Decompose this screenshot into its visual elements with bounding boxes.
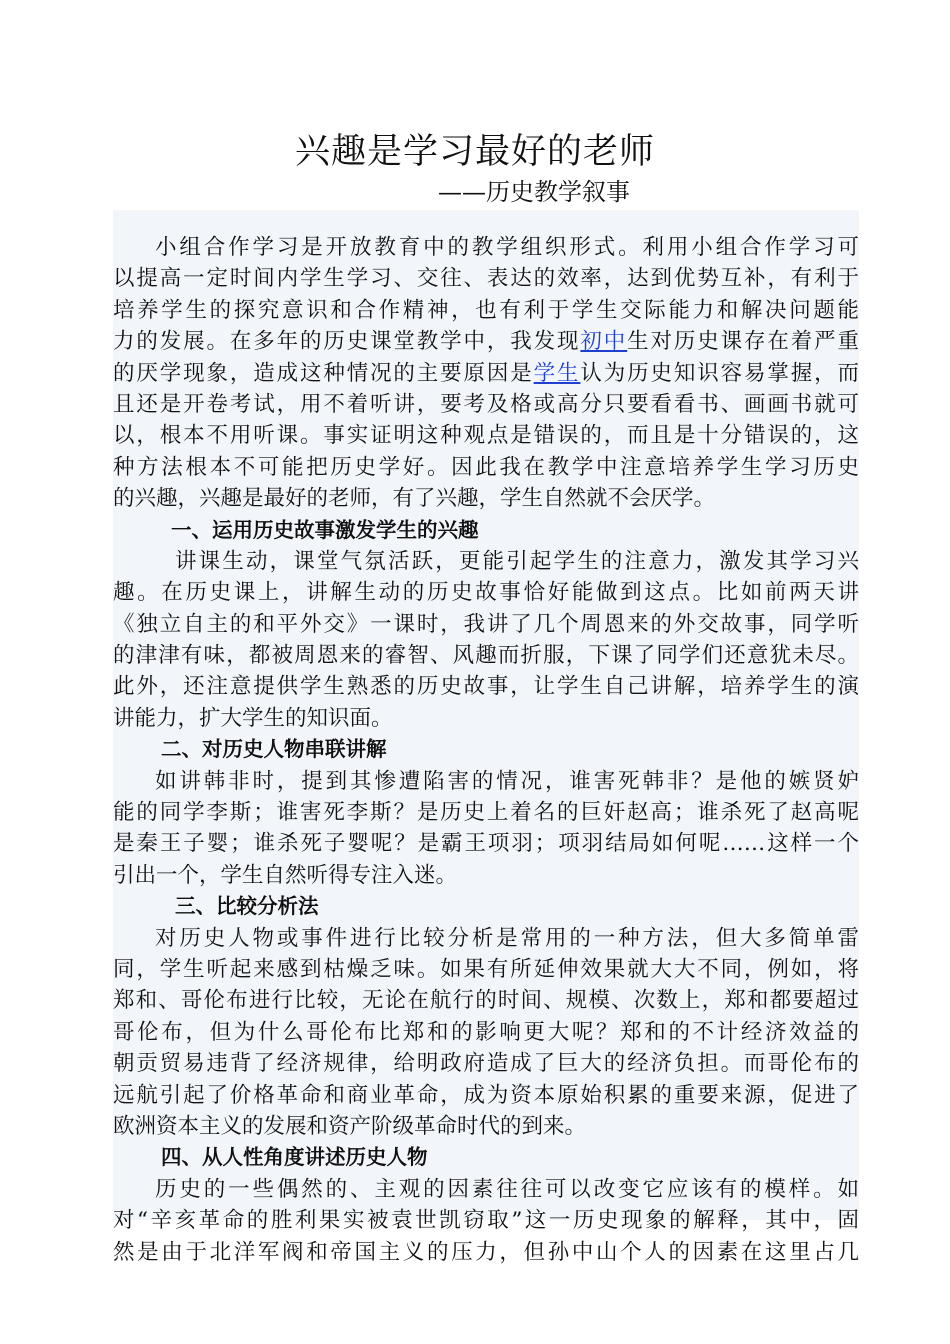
paragraph-line: 历史的一些偶然的、主观的因素往往可以改变它应该有的模样。如: [155, 1176, 859, 1202]
section-heading: 二、对历史人物串联讲解: [161, 737, 387, 762]
paragraph-line: 的津津有味，都被周恩来的睿智、风趣而折服，下课了同学们还意犹未尽。: [113, 643, 859, 669]
paragraph-line: 且还是开卷考试，用不着听讲，要考及格或高分只要看看书、画画书就可: [113, 391, 859, 417]
document-subtitle: ——历史教学叙事: [438, 178, 630, 206]
text-segment: 的厌学现象，造成这种情况的主要原因是: [113, 360, 534, 386]
paragraph-line: 培养学生的探究意识和合作精神，也有利于学生交际能力和解决问题能: [113, 297, 859, 323]
paragraph-line: 然是由于北洋军阀和帝国主义的压力，但孙中山个人的因素在这里占几: [113, 1239, 859, 1265]
paragraph-line: [113, 358, 859, 389]
paragraph-line: 如讲韩非时，提到其惨遭陷害的情况，谁害死韩非？是他的嫉贤妒: [155, 768, 859, 794]
paragraph-line: 以提高一定时间内学生学习、交往、表达的效率，达到优势互补，有利于: [113, 266, 859, 292]
link-xuesheng[interactable]: 学生: [533, 360, 581, 386]
paragraph-line: 欧洲资本主义的发展和资产阶级革命时代的到来。: [113, 1113, 587, 1139]
paragraph-line: 远航引起了价格革命和商业革命，成为资本原始积累的重要来源，促进了: [113, 1082, 859, 1108]
document-title: 兴趣是学习最好的老师: [294, 132, 655, 172]
paragraph-line: 郑和、哥伦布进行比较，无论在航行的时间、规模、次数上，郑和都要超过: [113, 988, 859, 1014]
paragraph-line: 引出一个，学生自然听得专注入迷。: [113, 862, 458, 888]
paragraph-line: 种方法根本不可能把历史学好。因此我在教学中注意培养学生学习历史: [113, 454, 859, 480]
paragraph-line: 朝贡贸易违背了经济规律，给明政府造成了巨大的经济负担。而哥伦布的: [113, 1051, 859, 1077]
link-chuzhong[interactable]: 初中: [580, 329, 628, 355]
paragraph-line: 趣。在历史课上，讲解生动的历史故事恰好能做到这点。比如前两天讲: [113, 580, 859, 606]
text-segment: 力的发展。在多年的历史课堂教学中，我发现: [113, 329, 581, 355]
paragraph-line: 以，根本不用听课。事实证明这种观点是错误的，而且是十分错误的，这: [113, 423, 859, 449]
paragraph-line: 对“辛亥革命的胜利果实被袁世凯窃取”这一历史现象的解释，其中，固: [113, 1208, 859, 1234]
section-heading: 一、运用历史故事激发学生的兴趣: [171, 517, 479, 542]
article-body: [113, 210, 859, 1265]
paragraph-line: [113, 326, 859, 357]
paragraph-line: 《独立自主的和平外交》一课时，我讲了几个周恩来的外交故事，同学听: [113, 611, 859, 637]
paragraph-line: 对历史人物或事件进行比较分析是常用的一种方法，但大多简单雷: [155, 925, 859, 951]
section-heading: 四、从人性角度讲述历史人物: [161, 1145, 428, 1170]
paragraph-line: 讲课生动，课堂气氛活跃，更能引起学生的注意力，激发其学习兴: [175, 548, 859, 574]
paragraph-line: 的兴趣，兴趣是最好的老师，有了兴趣，学生自然就不会厌学。: [113, 486, 716, 512]
paragraph-line: 同，学生听起来感到枯燥乏味。如果有所延伸效果就大大不同，例如，将: [113, 956, 859, 982]
paragraph-line: 讲能力，扩大学生的知识面。: [113, 705, 393, 731]
paragraph-line: 能的同学李斯；谁害死李斯？是历史上着名的巨奸赵高；谁杀死了赵高呢: [113, 800, 859, 826]
text-segment: 生对历史课存在着严重: [627, 329, 859, 355]
text-segment: 认为历史知识容易掌握，而: [580, 360, 859, 386]
paragraph-line: 小组合作学习是开放教育中的教学组织形式。利用小组合作学习可: [155, 235, 859, 260]
paragraph-line: 哥伦布，但为什么哥伦布比郑和的影响更大呢？郑和的不计经济效益的: [113, 1019, 859, 1045]
paragraph-line: 此外，还注意提供学生熟悉的历史故事，让学生自己讲解，培养学生的演: [113, 674, 859, 700]
paragraph-line: 是秦王子婴；谁杀死子婴呢？是霸王项羽；项羽结局如何呢……这样一个: [113, 831, 859, 857]
section-heading: 三、比较分析法: [175, 894, 319, 919]
